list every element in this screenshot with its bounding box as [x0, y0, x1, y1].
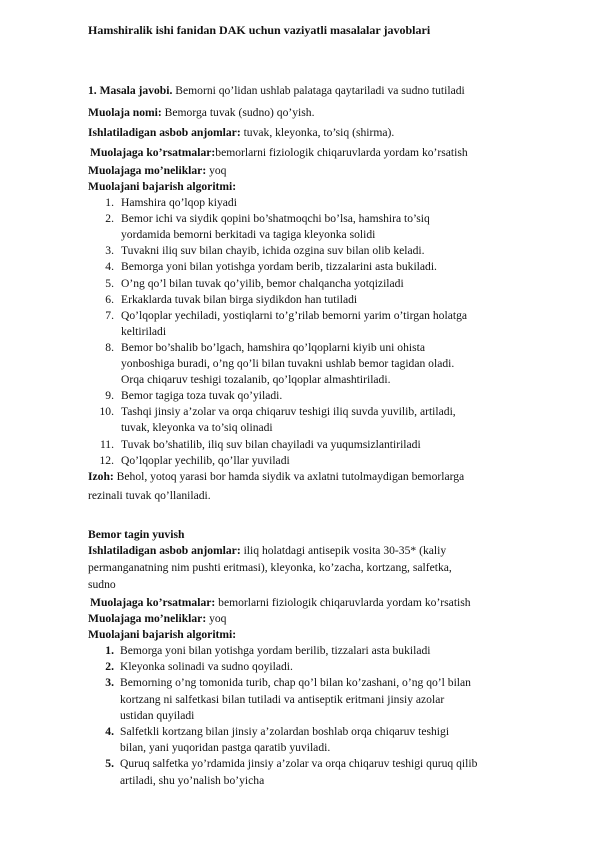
page-title: Hamshiralik ishi fanidan DAK uchun vaziyatli masalalar javoblari [88, 23, 431, 37]
task2-tools [88, 544, 446, 557]
note-label: Izoh: [88, 470, 114, 483]
list-item-text: keltiriladi [121, 324, 167, 338]
tools-label: Ishlatiladigan asbob anjomlar: [88, 544, 241, 557]
task2-heading: Bemor tagin yuvish [88, 528, 185, 541]
task1-heading: 1. Masala javobi. [88, 84, 173, 97]
list-item-text: kortzang ni salfetkasi bilan tutiladi va antiseptik eritmani jinsiy azolar [120, 692, 445, 706]
list-item-text: Erkaklarda tuvak bilan birga siydikdon han tutiladi [121, 292, 358, 306]
task1-tools [88, 126, 394, 139]
list-item-number: 8. [105, 340, 114, 354]
list-item-number: 5. [105, 757, 114, 771]
list-item-text: O’ng qo’l bilan tuvak qo’yilib, bemor chalqancha yotqiziladi [121, 276, 404, 290]
list-item-number: 2. [105, 212, 114, 226]
task2-indications [90, 596, 471, 609]
task1-procedure [88, 106, 315, 119]
list-item-number: 4. [105, 260, 114, 274]
task1-note [88, 470, 464, 483]
list-item-text: Qo’lqoplar yechilib, qo’llar yuviladi [121, 453, 290, 467]
list-item-number: 6. [105, 292, 114, 306]
tools-value: iliq holatdagi antisepik vosita 30-35* (kaliy [240, 544, 447, 557]
task2-contraindications [88, 612, 226, 625]
list-item-text: Salfetkli kortzang bilan jinsiy a’zolardan boshlab orqa chiqaruv teshigi [120, 725, 450, 738]
list-item-number: 1. [105, 196, 114, 209]
list-item-text: ustidan quyiladi [120, 708, 195, 722]
list-item-text: bilan, yani yuqoridan pastga qaratib yuviladi. [120, 741, 331, 755]
list-item-number: 3. [105, 676, 114, 690]
list-item-text: Bemorga yoni bilan yotishga yordam berilib, tizzalari asta bukiladi [120, 644, 431, 657]
contra-label: Muolajaga mo’neliklar: [88, 164, 207, 177]
list-item-number: 1. [105, 644, 114, 657]
list-item-text: tuvak, kleyonka va to’siq olinadi [121, 421, 273, 435]
tools-value: sudno [88, 578, 116, 591]
list-item-text: Orqa chiqaruv teshigi tozalanib, qo’lqoplar almashtiriladi. [121, 373, 391, 387]
list-item-text: Tashqi jinsiy a’zolar va orqa chiqaruv teshigi iliq suvda yuvilib, artiladi, [121, 405, 456, 419]
list-item-text: Tuvak bo’shatilib, iliq suv bilan chayiladi va yuqumsizlantiriladi [121, 437, 421, 451]
list-item-number: 9. [105, 389, 114, 403]
list-item-text: yordamida bemorni berkitadi va tagiga kleyonka solidi [121, 228, 376, 242]
task1-contraindications [88, 164, 226, 177]
list-item-number: 4. [105, 725, 114, 738]
note-line: Behol, yotoq yarasi bor hamda siydik va axlatni tutolmaydigan bemorlarga [113, 470, 465, 483]
tools-value: permanganatning nim pushti eritmasi), kleyonka, ko’zacha, kortzang, salfetka, [88, 561, 452, 574]
note-line: rezinali tuvak qo’llaniladi. [88, 489, 211, 502]
list-item-number: 11. [99, 437, 114, 451]
tools-label: Ishlatiladigan asbob anjomlar: [88, 126, 241, 139]
list-item-text: yonboshiga buradi, o’ng qo’li bilan tuvakni ushlab bemor tagidan oladi. [121, 356, 455, 370]
list-item-number: 10. [99, 405, 114, 419]
list-item-text: Hamshira qo’lqop kiyadi [121, 196, 237, 209]
task1-algorithm-label: Muolajani bajarish algoritmi: [88, 180, 237, 193]
list-item-text: Bemor ichi va siydik qopini bo’shatmoqchi bo’lsa, hamshira to’siq [121, 212, 430, 226]
indications-value: bemorlarni fiziologik chiqaruvlarda yordam ko’rsatish [215, 596, 471, 609]
task1-indications [90, 146, 468, 159]
indications-label: Muolajaga ko’rsatmalar: [90, 596, 216, 609]
task2-algorithm-label: Muolajani bajarish algoritmi: [88, 628, 237, 641]
list-item-text: artiladi, shu yo’nalish bo’yicha [120, 773, 265, 787]
list-item-number: 12. [99, 453, 114, 467]
contra-label: Muolajaga mo’neliklar: [88, 612, 207, 625]
task1-heading-text: Bemorni qo’lidan ushlab palataga qaytariladi va sudno tutiladi [172, 84, 465, 97]
list-item-text: Kleyonka solinadi va sudno qoyiladi. [120, 660, 293, 674]
list-item-text: Bemor bo’shalib bo’lgach, hamshira qo’lqoplarni kiyib uni ohista [121, 340, 425, 354]
tools-value: tuvak, kleyonka, to’siq (shirma). [240, 126, 395, 139]
list-item-text: Qo’lqoplar yechiladi, yostiqlarni to’g’rilab bemorni yarim o’tirgan holatga [121, 308, 468, 322]
indications-value: bemorlarni fiziologik chiqaruvlarda yordam ko’rsatish [215, 146, 468, 159]
list-item-number: 2. [105, 660, 114, 674]
contra-value: yoq [206, 164, 227, 177]
list-item-text: Tuvakni iliq suv bilan chayib, ichida ozgina suv bilan olib keladi. [121, 244, 425, 258]
procedure-label: Muolaja nomi: [88, 106, 162, 119]
list-item-number: 3. [105, 244, 114, 258]
contra-value: yoq [206, 612, 227, 625]
list-item-number: 5. [105, 276, 114, 290]
task1-heading-line [88, 84, 465, 97]
list-item-text: Bemorning o’ng tomonida turib, chap qo’l bilan ko’zashani, o’ng qo’l bilan [120, 676, 471, 690]
procedure-value: Bemorga tuvak (sudno) qo’yish. [161, 106, 315, 119]
indications-label: Muolajaga ko’rsatmalar: [90, 146, 216, 159]
list-item-text: Bemor tagiga toza tuvak qo’yiladi. [121, 389, 283, 403]
list-item-text: Quruq salfetka yo’rdamida jinsiy a’zolar va orqa chiqaruv teshigi quruq qilib [120, 757, 478, 771]
list-item-number: 7. [105, 308, 114, 322]
list-item-text: Bemorga yoni bilan yotishga yordam berib, tizzalarini asta bukiladi. [121, 260, 437, 274]
